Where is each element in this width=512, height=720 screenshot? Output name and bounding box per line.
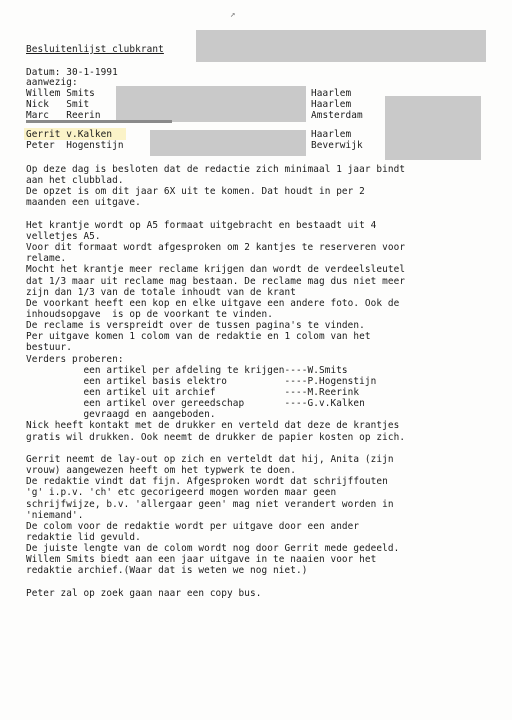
body-line: dat 1/3 maar uit reclame mag bestaan. De reclame mag dus niet meer: [26, 275, 406, 287]
body-line: redaktie lid gevuld.: [26, 532, 141, 543]
body-line: De colom voor de redaktie wordt per uitgave door een ander: [26, 520, 360, 532]
attendee-city: Haarlem: [311, 129, 352, 140]
attendee-name: Nick Smit: [26, 99, 90, 110]
body-line: De reclame is verspreidt over de tussen pagina's te vinden.: [26, 320, 365, 332]
body-line: vrouw) aangewezen heeft om het typwerk te doen.: [26, 465, 296, 477]
body-line: Willem Smits biedt aan een jaar uitgave in te naaien voor het: [26, 554, 377, 566]
body-line: De opzet is om dit jaar 6X uit te komen. Dat houdt in per 2: [26, 186, 365, 198]
attendee-city: Beverwijk: [311, 140, 363, 151]
redaction-phones-2: [385, 130, 481, 160]
body-line: een artikel uit archief ----M.Reerink: [26, 387, 360, 398]
body-line: Gerrit neemt de lay-out op zich en verteldt dat hij, Anita (zijn: [26, 453, 394, 465]
body-line: 'g' i.p.v. 'ch' etc gecorigeerd mogen worden maar geen: [26, 487, 337, 499]
body-line: Per uitgave komen 1 colom van de redaktie en 1 colom van het: [26, 331, 371, 343]
body-line: velletjes A5.: [26, 230, 101, 242]
body-line: maanden een uitgave.: [26, 197, 141, 209]
pen-mark: ↗: [230, 10, 236, 20]
attendee-city: Haarlem: [311, 88, 352, 99]
doc-title: Besluitenlijst clubkrant: [26, 44, 164, 55]
body-line: Mocht het krantje meer reclame krijgen dan wordt de verdeelsleutel: [26, 264, 406, 276]
body-line: De redaktie vindt dat fijn. Afgesproken wordt dat schrijffouten: [26, 476, 388, 488]
body-line: gevraagd en aangeboden.: [26, 409, 216, 421]
body-line: Verders proberen:: [26, 353, 124, 365]
body-line: aan het clubblad.: [26, 175, 124, 187]
redaction-addresses-2: [150, 130, 306, 156]
body-line: Op deze dag is besloten dat de redactie zich minimaal 1 jaar bindt: [26, 164, 406, 175]
body-line: Het krantje wordt op A5 formaat uitgebracht en bestaadt uit 4: [26, 219, 377, 231]
body-line: De juiste lengte van de colom wordt nog door Gerrit mede gedeeld.: [26, 543, 400, 555]
body-line: Voor dit formaat wordt afgesproken om 2 kantjes te reserveren voor: [26, 242, 406, 254]
body-line: een artikel basis elektro ----P.Hogenstijn: [26, 375, 377, 387]
body-line: bestuur.: [26, 342, 72, 354]
body-line: een artikel over gereedschap ----G.v.Kalken: [26, 398, 365, 410]
body-line: zijn dan 1/3 van de totale inhoudt van de krant: [26, 286, 296, 298]
body-line: een artikel per afdeling te krijgen----W.Smits: [26, 364, 348, 376]
body-line: De voorkant heeft een kop en elke uitgave een andere foto. Ook de: [26, 297, 400, 309]
body-line: 'niemand'.: [26, 509, 84, 521]
body-line: Peter zal op zoek gaan naar een copy bus.: [26, 587, 262, 599]
attendee-name: Willem Smits: [26, 88, 95, 99]
body-line: gratis wil drukken. Ook neemt de drukker de papier kosten op zich.: [26, 431, 406, 443]
attendee-name: Gerrit v.Kalken: [26, 129, 113, 140]
attendee-name: Marc Reerin: [26, 110, 101, 121]
present-label: aanwezig:: [26, 77, 78, 88]
attendee-city: Amsterdam: [311, 110, 363, 121]
doc-date: Datum: 30-1-1991: [26, 67, 118, 78]
body-line: redaktie archief.(Waar dat is weten we nog niet.): [26, 565, 308, 577]
body-line: Nick heeft kontakt met de drukker en verteld dat deze de krantjes: [26, 420, 400, 432]
body-line: relame.: [26, 253, 67, 265]
redaction-addresses-1: [116, 86, 306, 122]
body-line: schrijfwijze, b.v. 'allergaar geen' mag niet verandert worden in: [26, 498, 394, 510]
redaction-header: [196, 30, 486, 62]
attendee-city: Haarlem: [311, 99, 352, 110]
body-line: inhoudsopgave is op de voorkant te vinden.: [26, 309, 274, 320]
attendee-name: Peter Hogenstijn: [26, 140, 124, 151]
